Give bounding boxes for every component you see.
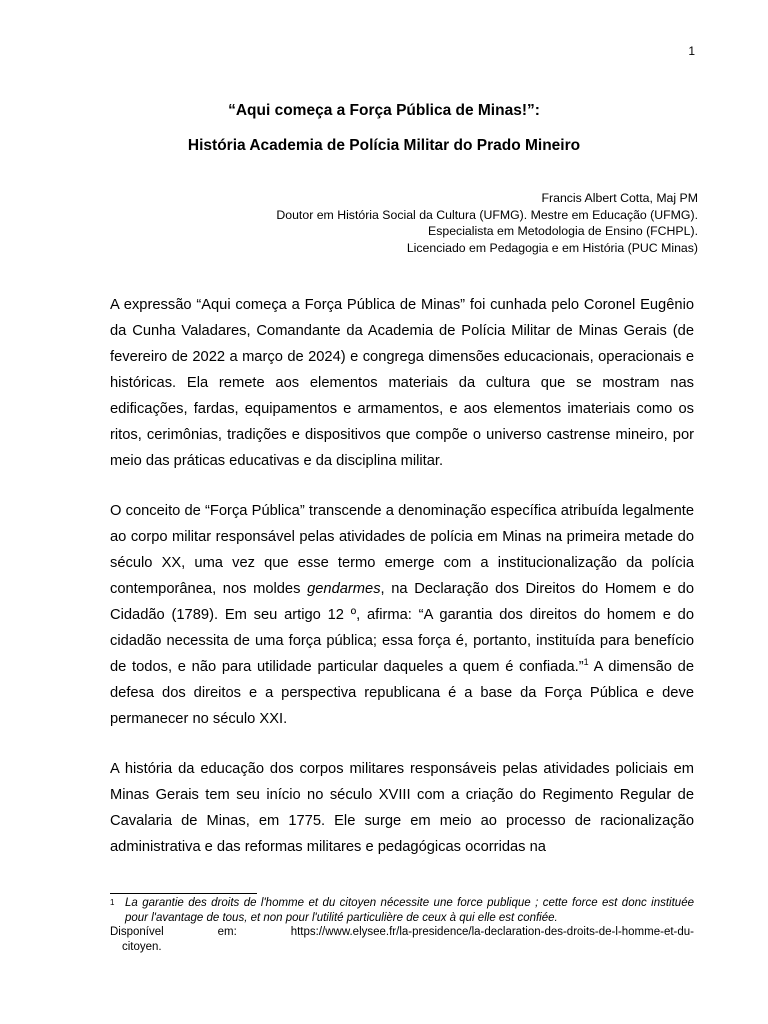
paragraph-2-part-a: O conceito de “Força Pública” transcende a denominação específica atribuída legalmente ao corpo militar responsável pelas atividades de polícia em Minas na primeira metade do século XX, uma vez que esse termo emerge com a institucionalização da polícia contemporânea, nos moldes: [110, 503, 694, 597]
footnote-source-url[interactable]: https://www.elysee.fr/la-presidence/la-declaration-des-droits-de-l-homme-et-du-: [290, 926, 694, 938]
author-credential-2: Especialista em Metodologia de Ensino (FCHPL).: [428, 224, 698, 238]
paragraph-2: [110, 498, 694, 732]
footnote-number: 1: [110, 898, 115, 907]
title-line-1: “Aqui começa a Força Pública de Minas!”:: [228, 102, 540, 119]
footnote-source-label: Disponível: [110, 926, 164, 938]
footnote-source: [110, 925, 694, 940]
paragraph-2-part-c: A dimensão de defesa dos direitos e a perspectiva republicana é a base da Força Pública e deve permanecer no século XXI.: [110, 659, 695, 727]
paragraph-2-part-b: , na Declaração dos Direitos do Homem e do Cidadão (1789). Em seu artigo 12 º, afirma: “A garantia dos direitos do homem e do cidadão necessita de uma força pública; essa força é, portanto, instituída para benefício de todos, e não para utilidade particular daqueles a quem é confiada.”: [110, 581, 694, 675]
paragraph-1: A expressão “Aqui começa a Força Pública de Minas” foi cunhada pelo Coronel Eugênio da Cunha Valadares, Comandante da Academia de Polícia Militar de Minas Gerais (de fevereiro de 2022 a março de 2024) e congrega dimensões educacionais, operacionais e históricas. Ela remete aos elementos materiais da cultura que se mostram nas edificações, fardas, equipamentos e armamentos, e aos elementos imateriais como os ritos, cerimônias, tradições e dispositivos que compõe o universo castrense mineiro, por meio das práticas educativas e da disciplina militar.: [110, 297, 694, 469]
author-credential-3: Licenciado em Pedagogia e em História (PUC Minas): [406, 240, 698, 255]
author-credential-1: Doutor em História Social da Cultura (UFMG). Mestre em Educação (UFMG).: [276, 207, 698, 222]
author-block: [198, 190, 698, 256]
footnote-source-em: em:: [217, 926, 237, 938]
footnote-divider: [110, 893, 257, 894]
page-number: 1: [688, 44, 695, 58]
paragraph-2-italic: gendarmes: [307, 581, 381, 597]
body-text: [110, 292, 694, 884]
footnote: [110, 896, 694, 954]
author-name: Francis Albert Cotta, Maj PM: [541, 191, 698, 205]
title-line-2: História Academia de Polícia Militar do Prado Mineiro: [187, 137, 581, 154]
paragraph-3: A história da educação dos corpos militares responsáveis pelas atividades policiais em Minas Gerais tem seu início no século XVIII com a criação do Regimento Regular de Cavalaria de Minas, em 1775. Ele surge em meio ao processo de racionalização administrativa e das reformas militares e pedagógicas ocorridas na: [110, 761, 694, 855]
footnote-reference[interactable]: 1: [583, 657, 589, 668]
footnote-text: La garantie des droits de l'homme et du citoyen nécessite une force publique ; cette force est donc instituée pour l'avantage de tous, et non pour l'utilité particulière de ceux à qui elle est confiée.: [125, 897, 694, 924]
footnote-source-url-end[interactable]: citoyen.: [122, 940, 162, 953]
